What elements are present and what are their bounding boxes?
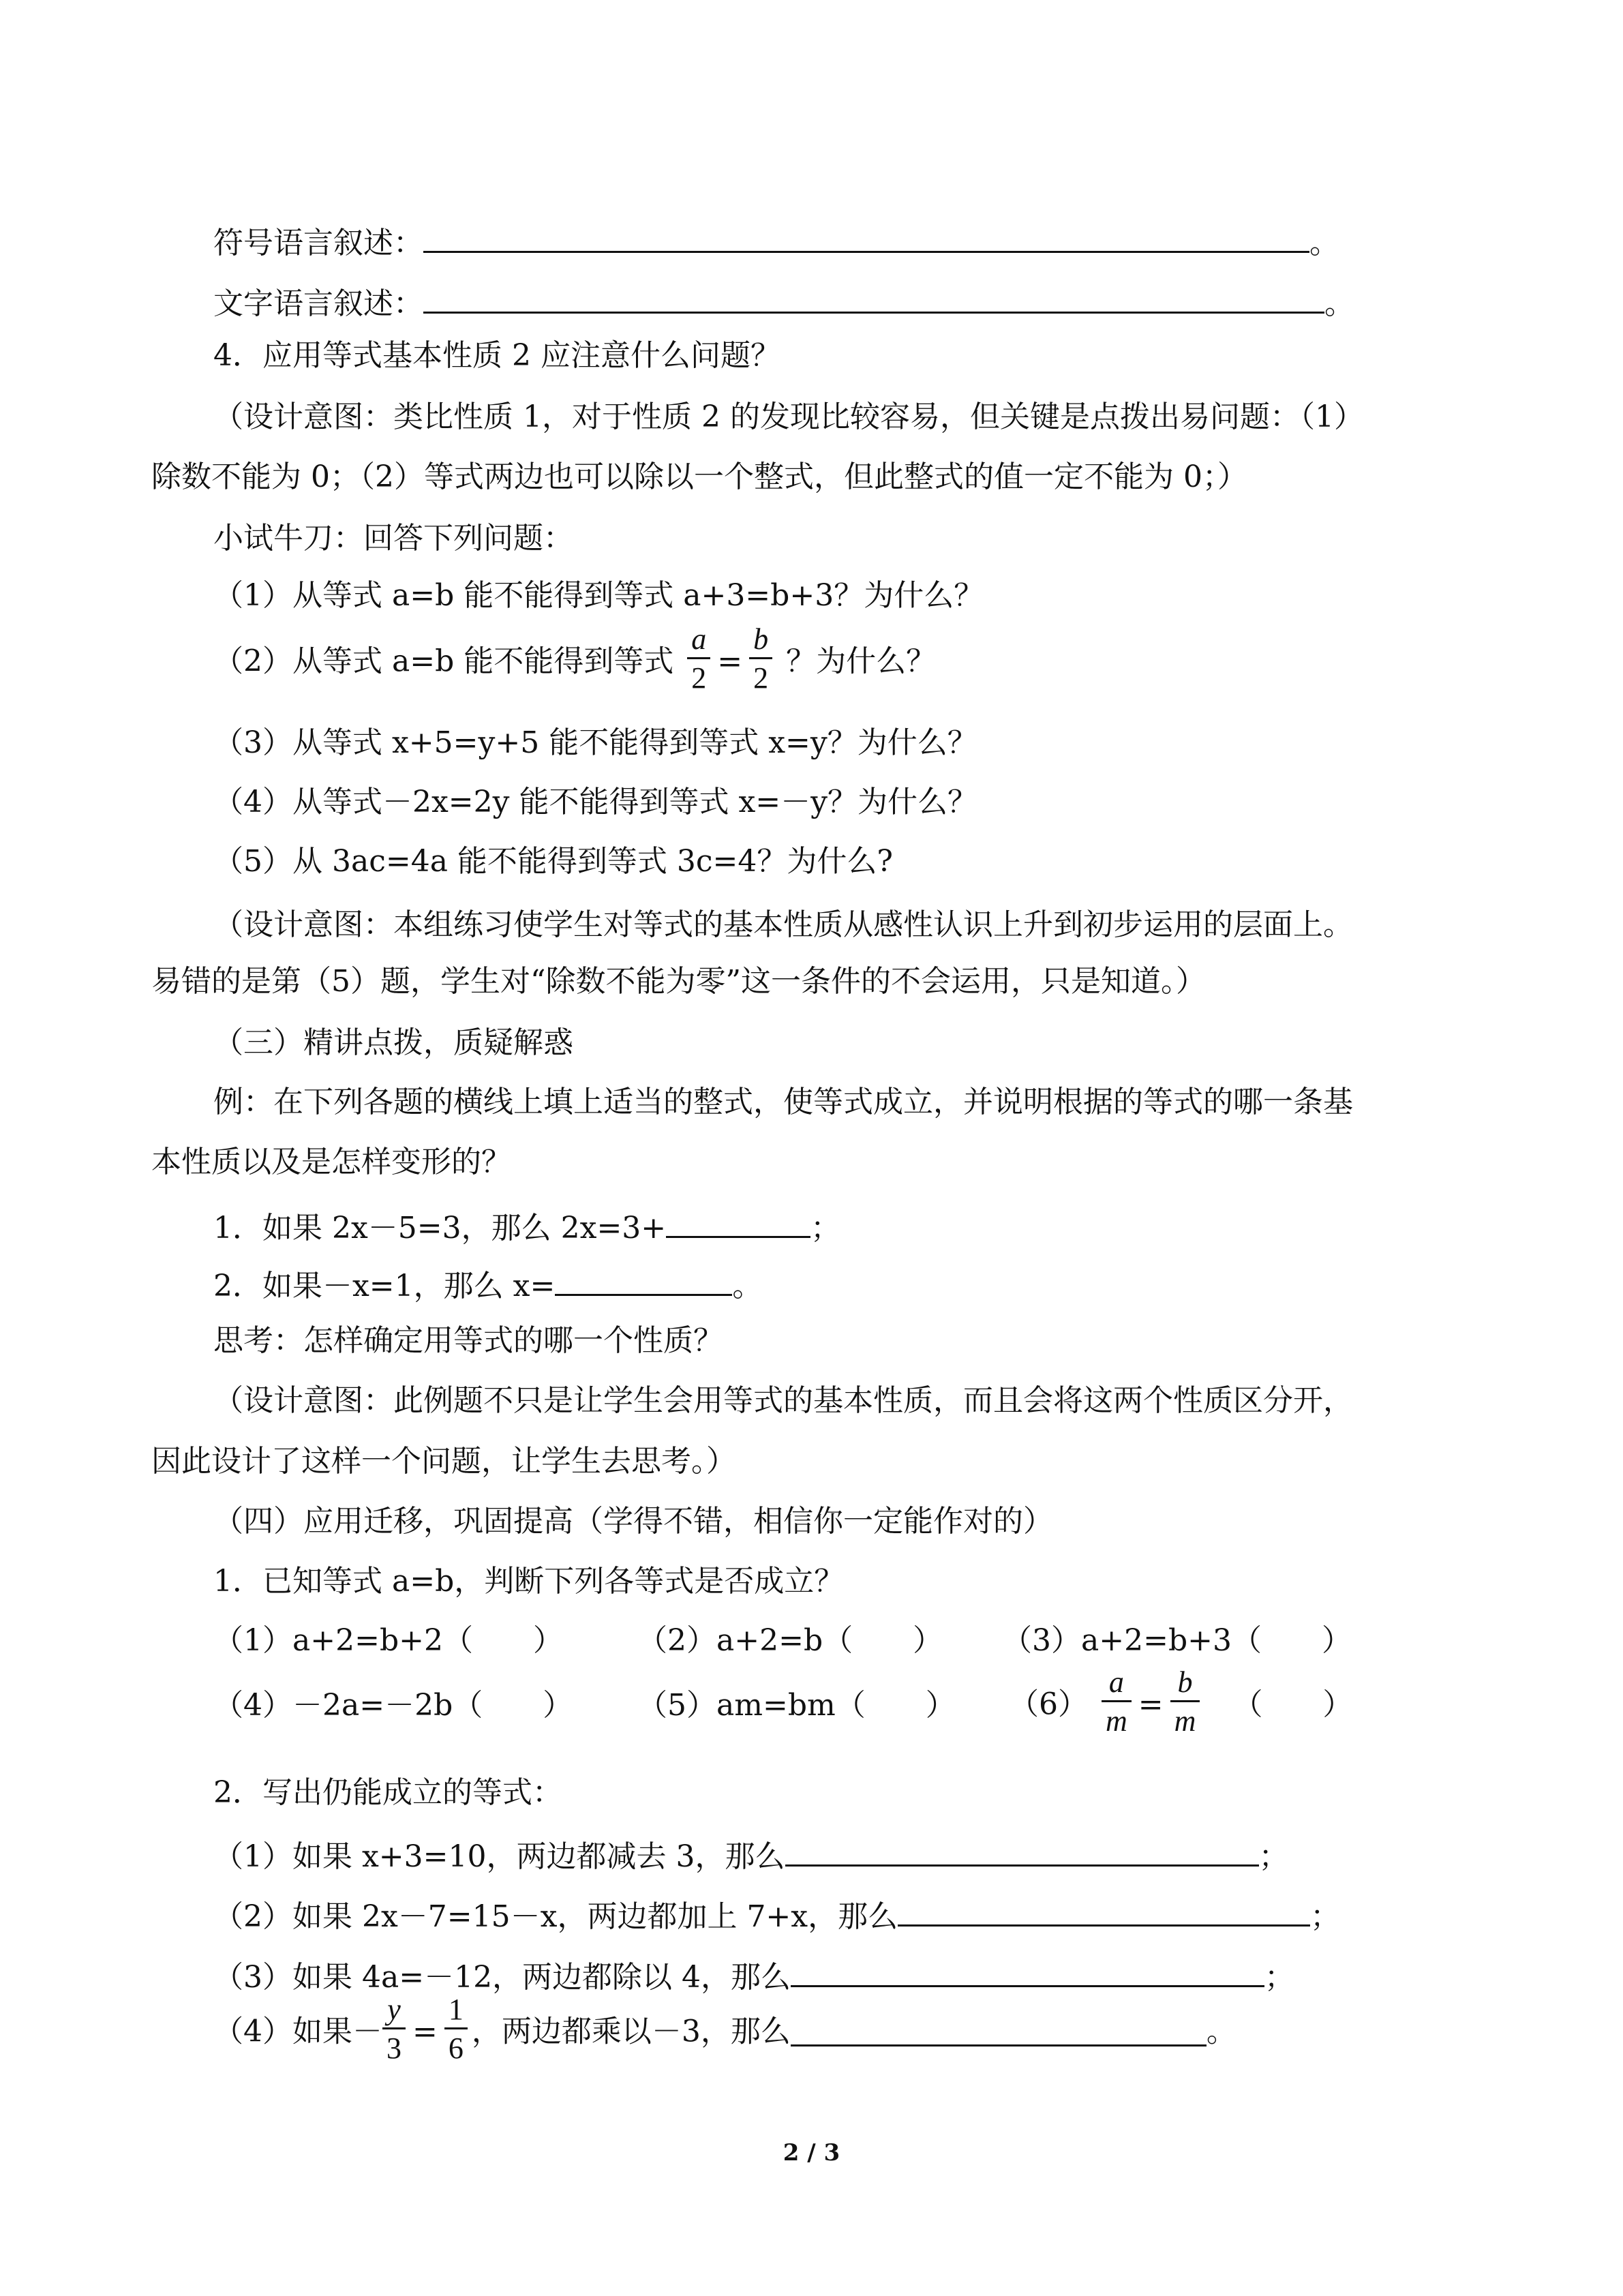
example-a: 例：在下列各题的横线上填上适当的整式，使等式成立，并说明根据的等式的哪一条基 <box>213 1085 1353 1119</box>
exercise-1-item-5: （5）am=bm（ ） <box>637 1688 956 1723</box>
section-3-heading: （三）精讲点拨，质疑解惑 <box>213 1025 573 1060</box>
practice-q1: （1）从等式 a=b 能不能得到等式 a+3=b+3？为什么？ <box>213 578 984 613</box>
section-4-heading: （四）应用迁移，巩固提高（学得不错，相信你一定能作对的） <box>213 1504 1053 1539</box>
answer-blank[interactable] <box>791 2017 1207 2046</box>
exercise-1-heading: 1．已知等式 a=b，判断下列各等式是否成立？ <box>213 1564 845 1599</box>
answer-blank[interactable] <box>898 1897 1310 1927</box>
design-intent-3a: （设计意图：此例题不只是让学生会用等式的基本性质，而且会将这两个性质区分开， <box>213 1383 1353 1418</box>
exercise-1-item-1: （1）a+2=b+2（ ） <box>213 1623 563 1658</box>
exercise-2-item-2: （2）如果 2x－7=15－x，两边都加上 7+x，那么 ； <box>213 1897 1340 1932</box>
answer-blank[interactable] <box>785 1837 1259 1867</box>
design-intent-1a: （设计意图：类比性质 1，对于性质 2 的发现比较容易，但关键是点拨出易问题：（1） <box>213 399 1364 434</box>
fraction-a-over-m: $\frac{a}{m}$ <box>1102 1667 1132 1736</box>
fraction-b-over-2: $\frac{b}{2}$ <box>749 624 772 693</box>
exercise-1-item-6: （6） $\frac{a}{m}$ = $\frac{b}{m}$ （ ） <box>1009 1665 1353 1738</box>
exercise-2-item-3: （3）如果 4a=－12，两边都除以 4，那么 ； <box>213 1958 1294 1993</box>
example-item-1: 1．如果 2x－5=3，那么 2x=3+ ； <box>213 1209 840 1243</box>
exercise-1-item-4: （4）－2a=－2b（ ） <box>213 1688 573 1723</box>
example-b: 本性质以及是怎样变形的？ <box>151 1145 511 1179</box>
fraction-1-over-6: $\frac{1}{6}$ <box>444 1995 468 2064</box>
exercise-2-item-4: （4）如果－ $\frac{y}{3}$ = $\frac{1}{6}$ ，两边都乘以－3，那么 。 <box>213 1993 1237 2065</box>
design-intent-2b: 易错的是第（5）题，学生对“除数不能为零”这一条件的不会运用，只是知道。） <box>151 964 1206 999</box>
design-intent-2a: （设计意图：本组练习使学生对等式的基本性质从感性认识上升到初步运用的层面上。 <box>213 907 1353 942</box>
exercise-1-item-3: （3）a+2=b+3（ ） <box>1002 1623 1352 1658</box>
practice-q3: （3）从等式 x+5=y+5 能不能得到等式 x=y？为什么？ <box>213 725 977 760</box>
exercise-2-item-1: （1）如果 x+3=10，两边都减去 3，那么 ； <box>213 1837 1289 1872</box>
answer-blank[interactable] <box>666 1209 810 1238</box>
design-intent-1b: 除数不能为 0；（2）等式两边也可以除以一个整式，但此整式的值一定不能为 0；） <box>151 459 1247 494</box>
practice-q2: （2）从等式 a=b 能不能得到等式 $\frac{a}{2}$ = $\frac{b}{2}$ ？为什么？ <box>213 622 937 695</box>
practice-heading: 小试牛刀：回答下列问题： <box>213 521 573 556</box>
practice-q4: （4）从等式－2x=2y 能不能得到等式 x=－y？为什么？ <box>213 785 978 819</box>
answer-blank[interactable] <box>423 224 1309 253</box>
answer-blank[interactable] <box>423 284 1324 314</box>
question-4: 4．应用等式基本性质 2 应注意什么问题？ <box>213 338 780 373</box>
fraction-a-over-2: $\frac{a}{2}$ <box>687 624 710 693</box>
page-number: 2 / 3 <box>783 2139 840 2166</box>
answer-blank[interactable] <box>791 1958 1264 1987</box>
fraction-b-over-m: $\frac{b}{m}$ <box>1170 1667 1200 1736</box>
answer-blank[interactable] <box>555 1267 732 1296</box>
design-intent-3b: 因此设计了这样一个问题，让学生去思考。） <box>151 1444 736 1479</box>
line-verbal: 文字语言叙述： 。 <box>213 284 1354 319</box>
line-symbolic: 符号语言叙述： 。 <box>213 224 1339 258</box>
think-question: 思考：怎样确定用等式的哪一个性质？ <box>213 1323 723 1358</box>
exercise-2-heading: 2．写出仍能成立的等式： <box>213 1775 562 1810</box>
example-item-2: 2．如果－x=1，那么 x= 。 <box>213 1267 762 1301</box>
fraction-y-over-3: $\frac{y}{3}$ <box>382 1995 406 2064</box>
practice-q5: （5）从 3ac=4a 能不能得到等式 3c=4？为什么? <box>213 844 894 879</box>
exercise-1-item-2: （2）a+2=b（ ） <box>637 1623 943 1658</box>
